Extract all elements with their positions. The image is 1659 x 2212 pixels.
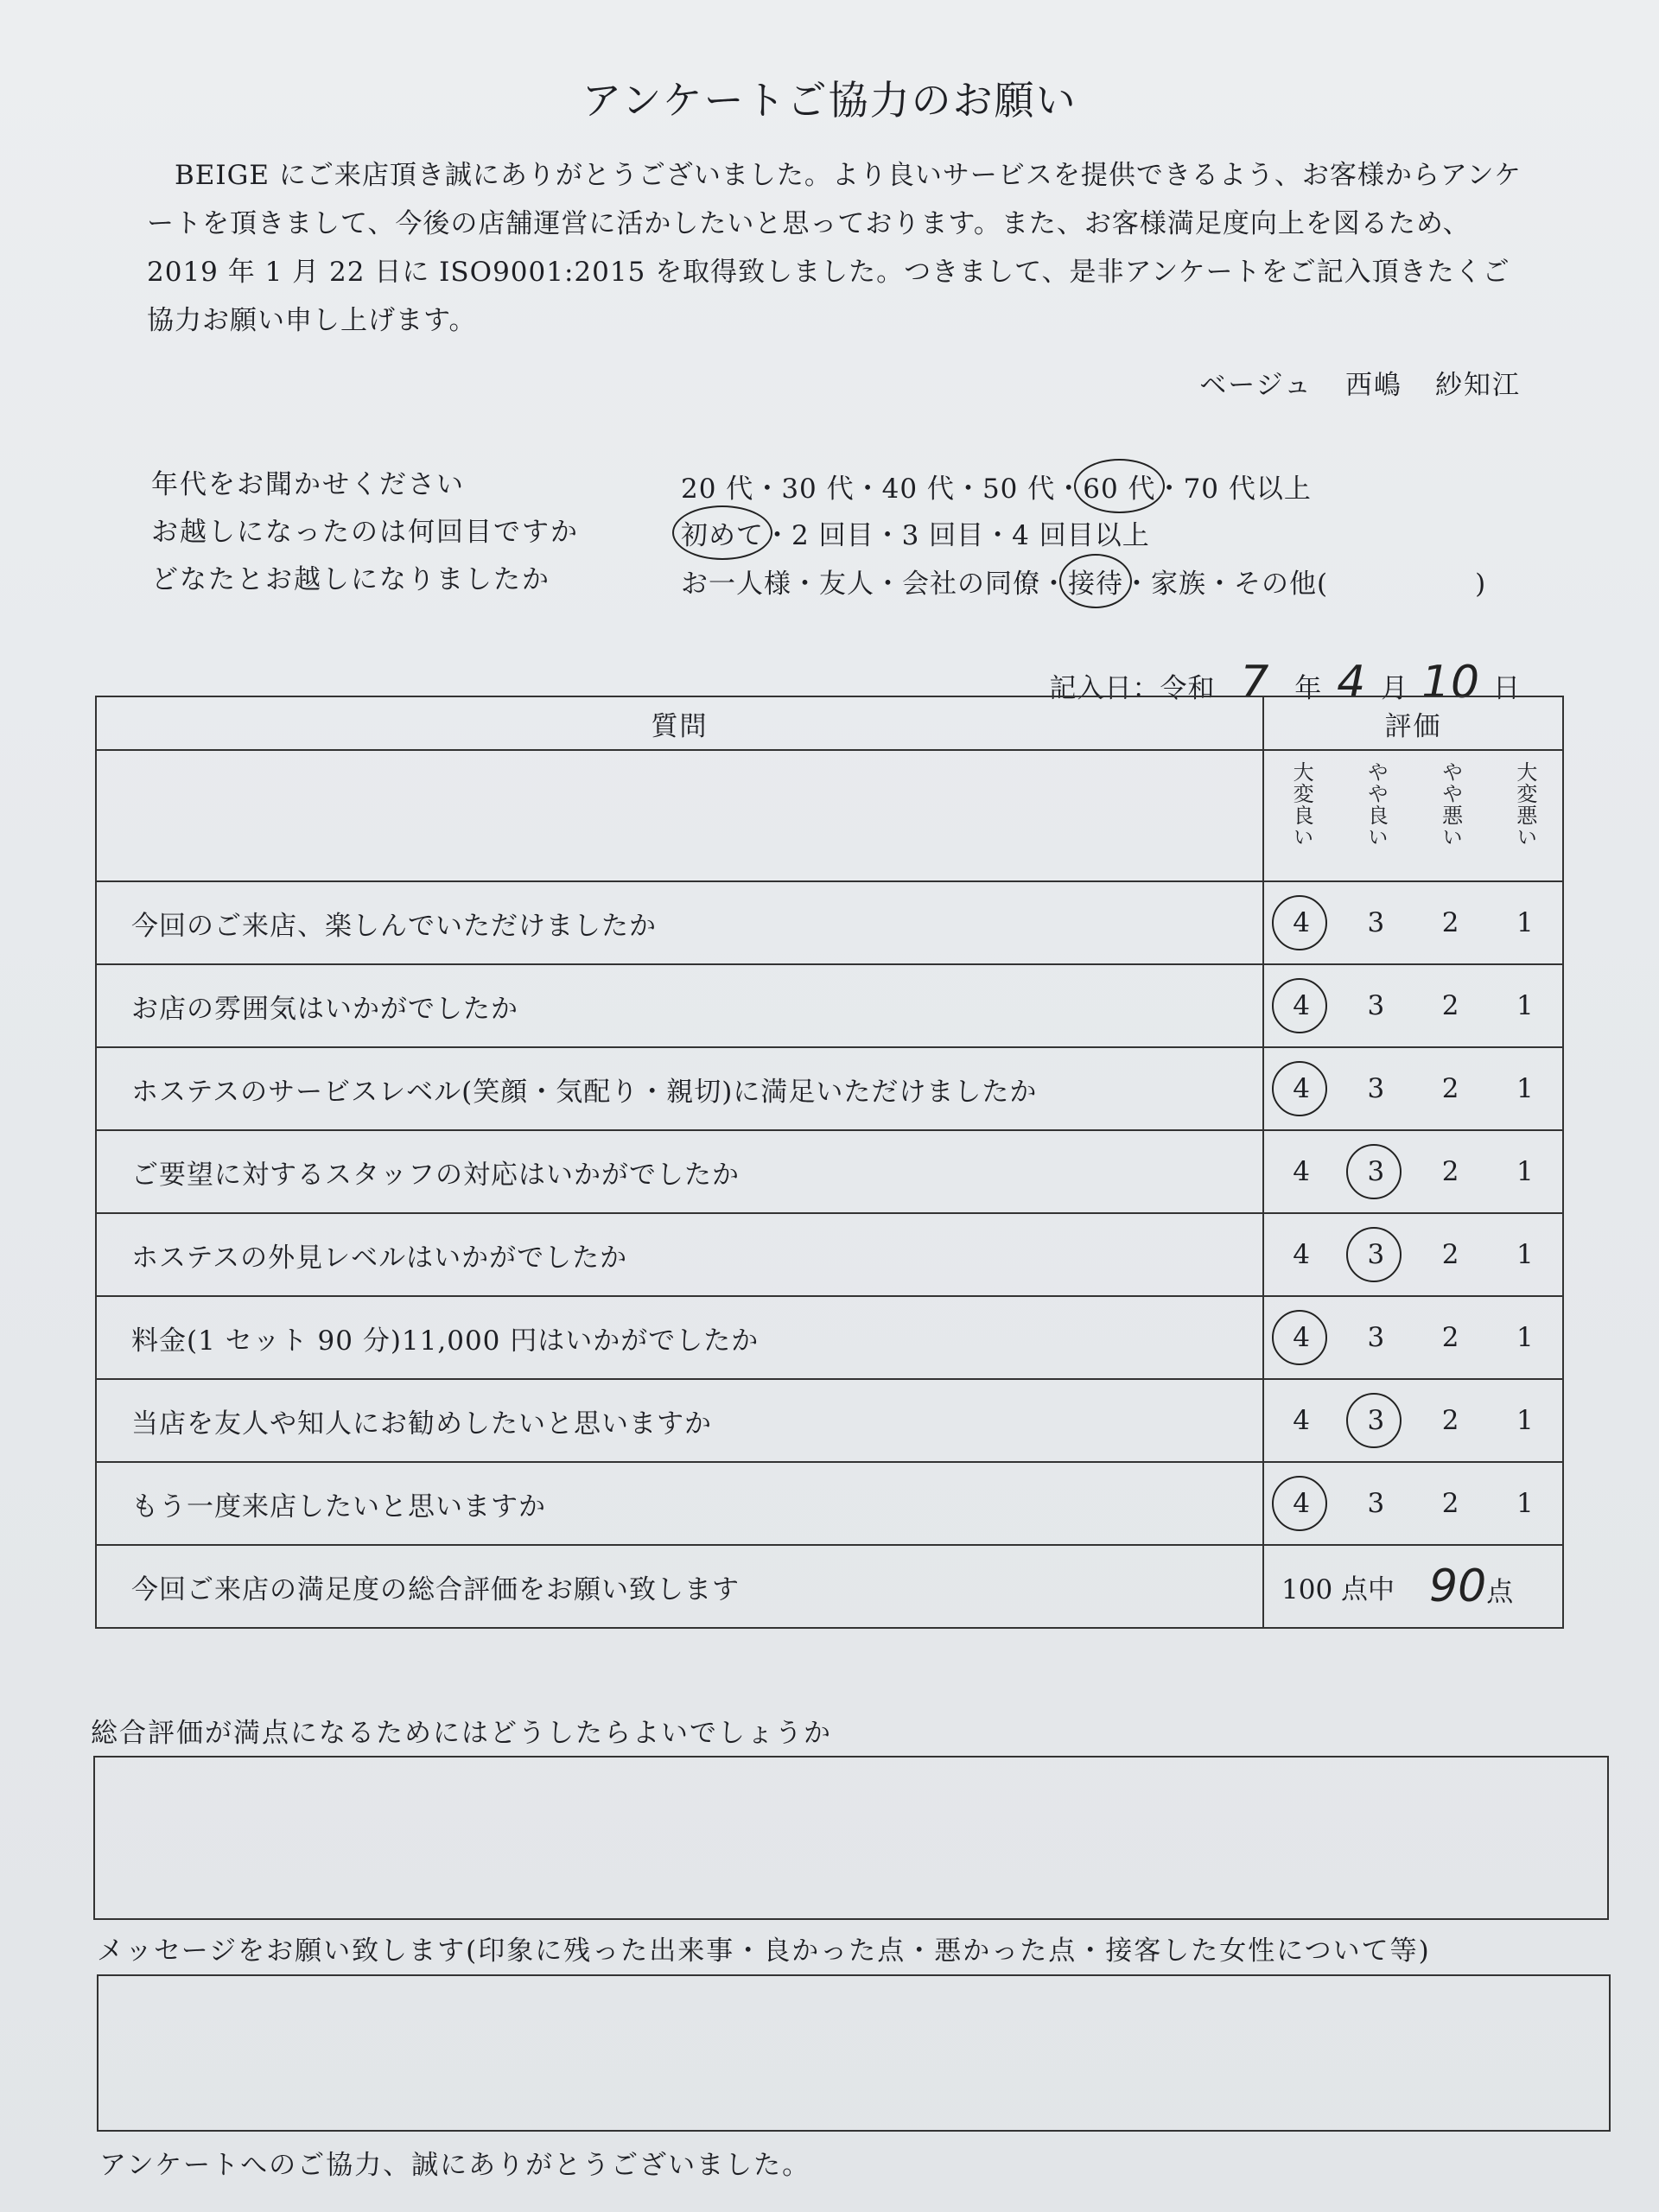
score-3[interactable]: 3 bbox=[1367, 907, 1385, 938]
table-row bbox=[96, 881, 1563, 964]
visit-count-question: お越しになったのは何回目ですか bbox=[151, 517, 579, 548]
companion-question: どなたとお越しになりましたか bbox=[151, 564, 550, 595]
score-options bbox=[1263, 1130, 1563, 1213]
score-1[interactable]: 1 bbox=[1516, 1239, 1534, 1270]
score-options bbox=[1263, 1462, 1563, 1545]
companion-options[interactable]: お一人様・友人・会社の同僚・接待・家族・その他( ) bbox=[681, 562, 1486, 601]
score-options bbox=[1263, 1047, 1563, 1130]
scale-label-very-good: 大変良い bbox=[1289, 761, 1314, 848]
date-year-unit: 年 bbox=[1294, 673, 1323, 704]
score-3[interactable]: 3 bbox=[1367, 1322, 1385, 1353]
improvement-box[interactable] bbox=[93, 1756, 1609, 1920]
score-options bbox=[1263, 1379, 1563, 1462]
option-6[interactable]: ) bbox=[1475, 569, 1487, 600]
score-3[interactable]: 3 bbox=[1367, 1488, 1385, 1519]
date-month[interactable]: 4 bbox=[1337, 657, 1367, 709]
date-day[interactable]: 10 bbox=[1421, 657, 1481, 709]
score-4[interactable]: 4 bbox=[1293, 1156, 1310, 1187]
question-text: お店の雰囲気はいかがでしたか bbox=[96, 964, 1263, 1047]
table-row bbox=[96, 964, 1563, 1047]
message-box[interactable] bbox=[97, 1974, 1611, 2132]
score-4[interactable]: 4 bbox=[1293, 1239, 1310, 1270]
message-label: メッセージをお願い致します(印象に残った出来事・良かった点・悪かった点・接客した女性について等) bbox=[97, 1936, 1431, 1967]
total-score-value[interactable]: 90 bbox=[1429, 1560, 1487, 1612]
option-0[interactable]: お一人様 bbox=[681, 569, 791, 600]
score-2[interactable]: 2 bbox=[1441, 1488, 1459, 1519]
score-1[interactable]: 1 bbox=[1516, 1322, 1534, 1353]
total-score-cell[interactable] bbox=[1263, 1545, 1563, 1628]
question-text: ホステスのサービスレベル(笑顔・気配り・親切)に満足いただけましたか bbox=[96, 1047, 1263, 1130]
score-2[interactable]: 2 bbox=[1441, 1156, 1459, 1187]
score-2[interactable]: 2 bbox=[1441, 990, 1459, 1021]
option-1[interactable]: 30 代 bbox=[781, 474, 855, 505]
date-month-unit: 月 bbox=[1381, 673, 1409, 704]
date-year[interactable]: 7 bbox=[1240, 657, 1270, 709]
score-1[interactable]: 1 bbox=[1516, 1405, 1534, 1436]
total-prefix: 100 点中 bbox=[1281, 1573, 1395, 1605]
improvement-label: 総合評価が満点になるためにはどうしたらよいでしょうか bbox=[91, 1718, 832, 1749]
option-5[interactable]: その他( bbox=[1234, 569, 1329, 600]
age-options[interactable]: 20 代・30 代・40 代・50 代・60 代・70 代以上 bbox=[681, 467, 1312, 505]
scale-header bbox=[1263, 750, 1563, 881]
table-row bbox=[96, 1462, 1563, 1545]
score-4[interactable]: 4 bbox=[1293, 1405, 1310, 1436]
option-5[interactable]: 70 代以上 bbox=[1183, 474, 1312, 505]
score-1[interactable]: 1 bbox=[1516, 1156, 1534, 1187]
score-2[interactable]: 2 bbox=[1441, 1405, 1459, 1436]
score-4[interactable]: 4 bbox=[1284, 1488, 1319, 1519]
signature-surname: 西嶋 bbox=[1345, 370, 1402, 401]
option-3[interactable]: 50 代 bbox=[982, 474, 1056, 505]
option-4[interactable]: 家族 bbox=[1151, 569, 1206, 600]
question-text: ご要望に対するスタッフの対応はいかがでしたか bbox=[96, 1130, 1263, 1213]
score-options bbox=[1263, 1296, 1563, 1379]
total-question: 今回ご来店の満足度の総合評価をお願い致します bbox=[96, 1545, 1263, 1628]
signature-shop: ベージュ bbox=[1199, 370, 1313, 401]
table-row bbox=[96, 1130, 1563, 1213]
score-options bbox=[1263, 1213, 1563, 1296]
rating-table bbox=[95, 696, 1564, 1629]
option-2[interactable]: 3 回目 bbox=[901, 520, 985, 551]
score-3[interactable]: 3 bbox=[1358, 1405, 1393, 1436]
question-text: 当店を友人や知人にお勧めしたいと思いますか bbox=[96, 1379, 1263, 1462]
scale-label-good: やや良い bbox=[1363, 761, 1389, 848]
score-2[interactable]: 2 bbox=[1441, 907, 1459, 938]
visit-count-options[interactable]: 初めて・2 回目・3 回目・4 回目以上 bbox=[681, 513, 1150, 552]
total-suffix: 点 bbox=[1486, 1577, 1514, 1608]
score-1[interactable]: 1 bbox=[1516, 1073, 1534, 1104]
score-4[interactable]: 4 bbox=[1284, 907, 1319, 938]
question-subheader-blank bbox=[96, 750, 1263, 881]
rating-header: 評価 bbox=[1263, 696, 1563, 750]
score-1[interactable]: 1 bbox=[1516, 907, 1534, 938]
option-2[interactable]: 40 代 bbox=[881, 474, 955, 505]
question-text: 料金(1 セット 90 分)11,000 円はいかがでしたか bbox=[96, 1296, 1263, 1379]
option-3[interactable]: 4 回目以上 bbox=[1012, 520, 1150, 551]
score-4[interactable]: 4 bbox=[1284, 990, 1319, 1021]
question-text: ホステスの外見レベルはいかがでしたか bbox=[96, 1213, 1263, 1296]
age-question: 年代をお聞かせください bbox=[151, 469, 465, 500]
scale-label-very-bad: 大変悪い bbox=[1512, 761, 1537, 848]
table-row bbox=[96, 1213, 1563, 1296]
signature-given: 紗知江 bbox=[1435, 370, 1521, 401]
score-2[interactable]: 2 bbox=[1441, 1322, 1459, 1353]
table-row bbox=[96, 1296, 1563, 1379]
intro-paragraph: BEIGE にご来店頂き誠にありがとうございました。より良いサービスを提供できるよう、お客様からアンケートを頂きまして、今後の店舗運営に活かしたいと思っております。また、お客様満足度向上を図るため、2019 年 1 月 22 日に ISO9001:2015 を取得致しました。つきまして、是非アンケートをご記入頂きたくご協力お願い申し上げます。 bbox=[147, 160, 1522, 336]
date-day-unit: 日 bbox=[1493, 673, 1521, 704]
table-row bbox=[96, 1047, 1563, 1130]
closing-message: アンケートへのご協力、誠にありがとうございました。 bbox=[99, 2150, 811, 2181]
option-4[interactable]: 60 代 bbox=[1083, 467, 1155, 505]
score-2[interactable]: 2 bbox=[1441, 1073, 1459, 1104]
option-0[interactable]: 初めて bbox=[681, 513, 764, 552]
score-options bbox=[1263, 964, 1563, 1047]
score-1[interactable]: 1 bbox=[1516, 1488, 1534, 1519]
question-header: 質問 bbox=[96, 696, 1263, 750]
table-row bbox=[96, 1379, 1563, 1462]
question-text: もう一度来店したいと思いますか bbox=[96, 1462, 1263, 1545]
option-1[interactable]: 2 回目 bbox=[791, 520, 874, 551]
score-4[interactable]: 4 bbox=[1284, 1322, 1319, 1353]
option-2[interactable]: 会社の同僚 bbox=[902, 569, 1040, 600]
score-options bbox=[1263, 881, 1563, 964]
score-1[interactable]: 1 bbox=[1516, 990, 1534, 1021]
score-2[interactable]: 2 bbox=[1441, 1239, 1459, 1270]
option-1[interactable]: 友人 bbox=[819, 569, 874, 600]
signature bbox=[1199, 363, 1521, 402]
option-3[interactable]: 接待 bbox=[1068, 562, 1123, 601]
score-4[interactable]: 4 bbox=[1284, 1073, 1319, 1104]
score-3[interactable]: 3 bbox=[1367, 990, 1385, 1021]
score-3[interactable]: 3 bbox=[1358, 1156, 1393, 1187]
page-title: アンケートご協力のお願い bbox=[582, 77, 1077, 124]
score-3[interactable]: 3 bbox=[1367, 1073, 1385, 1104]
score-3[interactable]: 3 bbox=[1358, 1239, 1393, 1270]
date-label: 記入日：令和 bbox=[1049, 673, 1216, 704]
option-0[interactable]: 20 代 bbox=[681, 474, 754, 505]
question-text: 今回のご来店、楽しんでいただけましたか bbox=[96, 881, 1263, 964]
scale-label-bad: やや悪い bbox=[1438, 761, 1463, 848]
